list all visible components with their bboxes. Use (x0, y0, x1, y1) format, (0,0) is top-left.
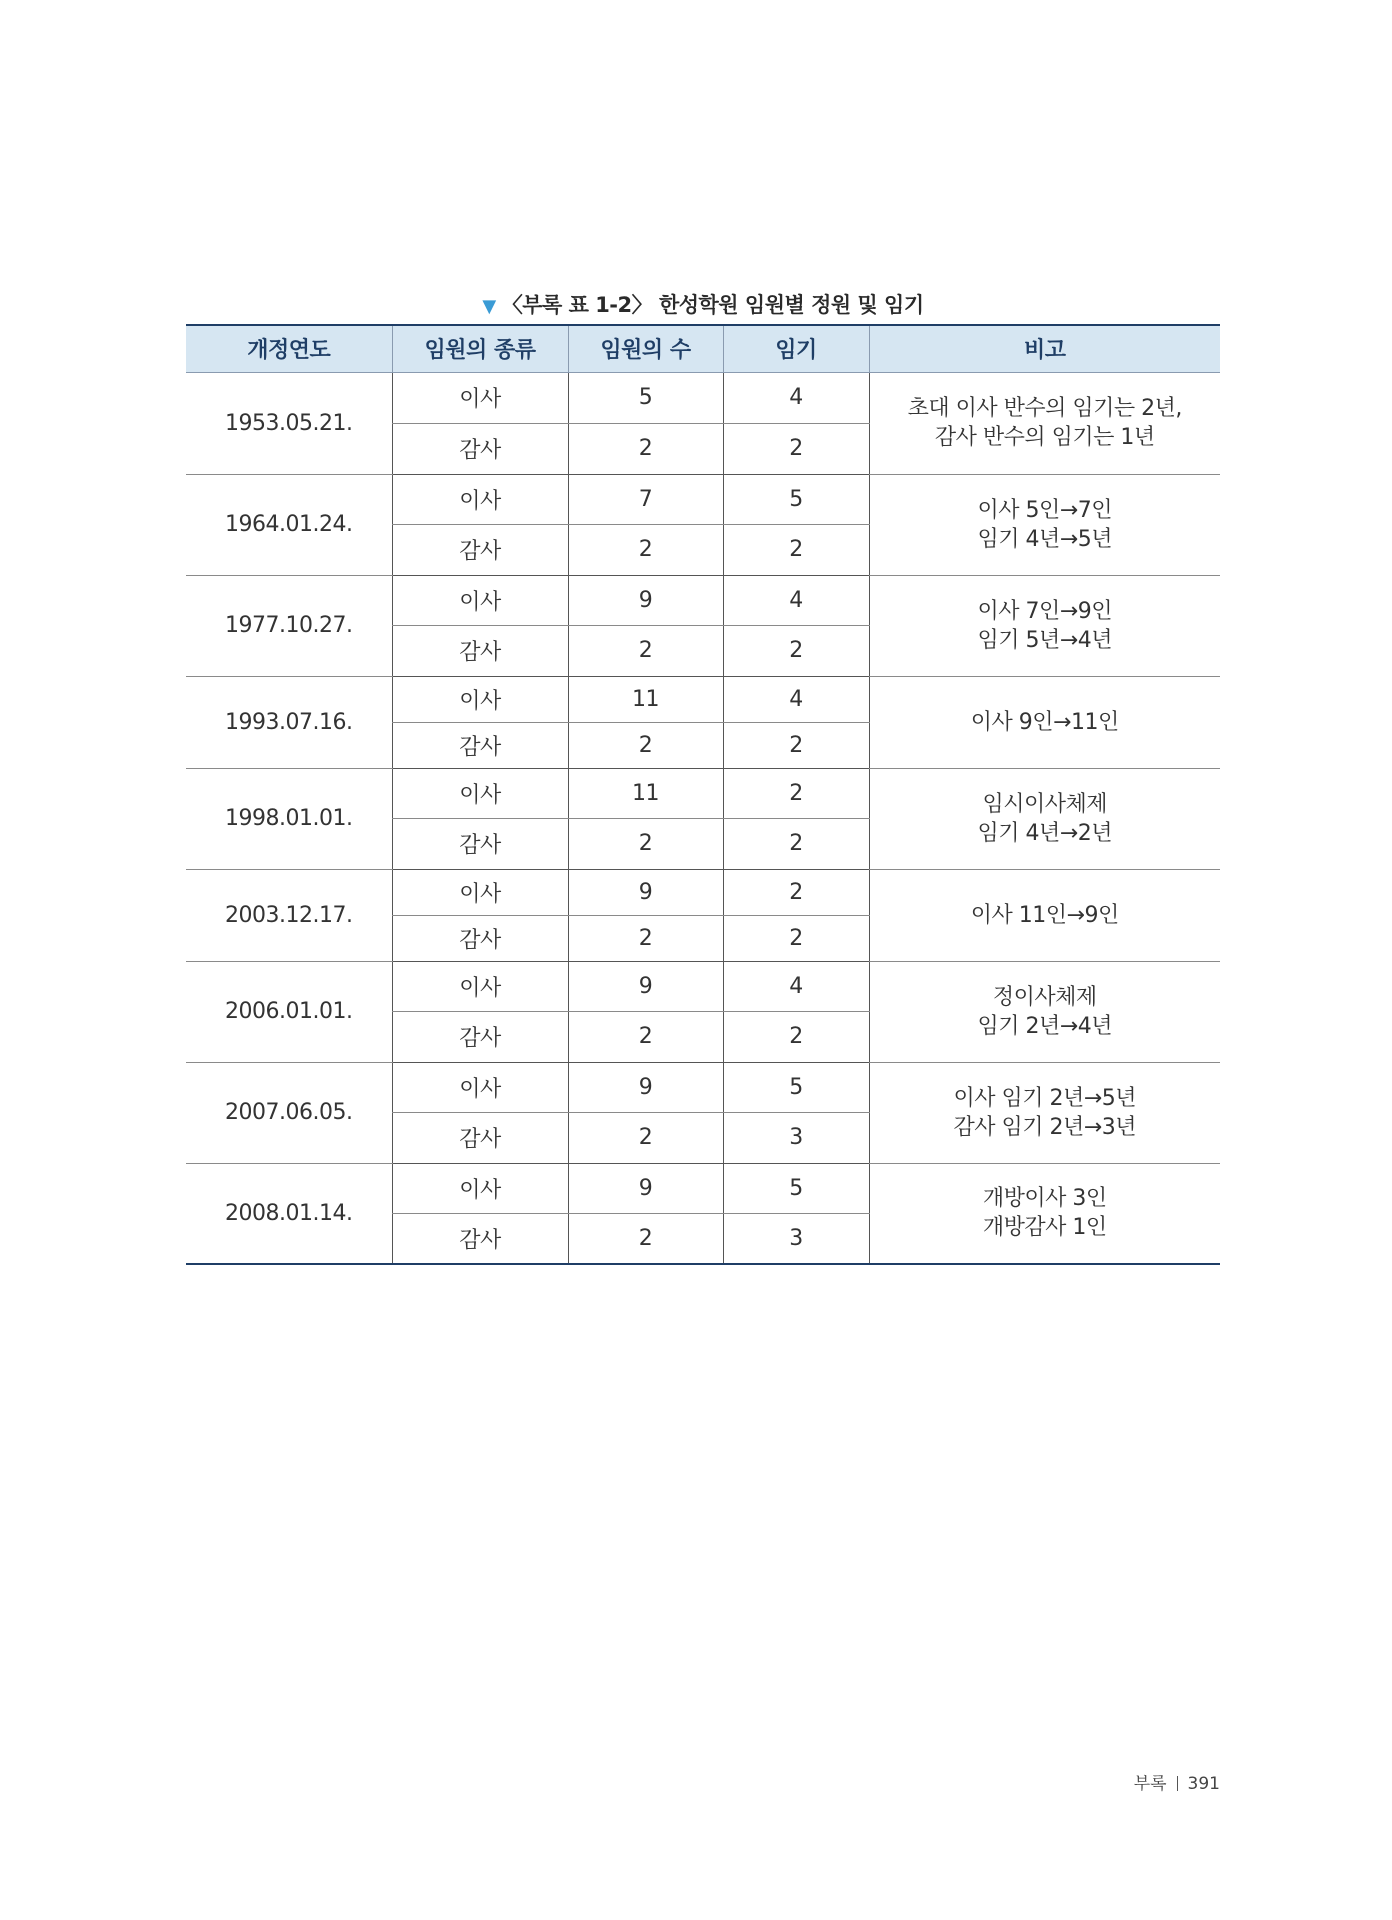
officer-type-cell: 감사 (392, 915, 568, 961)
remarks-line: 감사 임기 2년→3년 (953, 1114, 1136, 1140)
officer-type-cell: 감사 (392, 818, 568, 869)
term-cell: 5 (723, 1062, 869, 1112)
term-cell: 4 (723, 372, 869, 423)
revision-date-cell: 1993.07.16. (186, 676, 392, 768)
footer-section-label: 부록 (1133, 1774, 1167, 1794)
table-row (186, 869, 1220, 915)
officer-type-cell: 감사 (392, 625, 568, 676)
officer-count-cell: 2 (568, 915, 723, 961)
page-footer (1100, 1769, 1220, 1794)
remarks-line: 임기 5년→4년 (977, 627, 1112, 653)
officer-count-cell: 2 (568, 1213, 723, 1264)
officer-count-cell: 2 (568, 1011, 723, 1062)
remarks-line: 임기 4년→5년 (977, 526, 1112, 552)
term-cell: 5 (723, 474, 869, 524)
revision-date-cell: 2003.12.17. (186, 869, 392, 961)
term-cell: 2 (723, 524, 869, 575)
remarks-cell (869, 869, 1220, 961)
term-cell: 3 (723, 1112, 869, 1163)
officer-count-cell: 2 (568, 1112, 723, 1163)
header-officer-type: 임원의 종류 (392, 325, 568, 372)
revision-date-cell: 1953.05.21. (186, 372, 392, 474)
term-cell: 4 (723, 676, 869, 722)
officer-count-cell: 11 (568, 676, 723, 722)
remarks-cell (869, 961, 1220, 1062)
table-row (186, 676, 1220, 722)
revision-date-cell: 2006.01.01. (186, 961, 392, 1062)
term-cell: 2 (723, 869, 869, 915)
table-row (186, 1062, 1220, 1112)
officer-type-cell: 감사 (392, 722, 568, 768)
officer-count-cell: 2 (568, 625, 723, 676)
officer-type-cell: 이사 (392, 1062, 568, 1112)
table-row (186, 474, 1220, 524)
officer-type-cell: 이사 (392, 961, 568, 1011)
remarks-line: 개방이사 3인 (982, 1186, 1107, 1212)
officer-count-cell: 5 (568, 372, 723, 423)
table-caption-text: 〈부록 표 1-2〉 한성학원 임원별 정원 및 임기 (501, 293, 924, 317)
officer-count-cell: 9 (568, 1163, 723, 1213)
table-row (186, 961, 1220, 1011)
officer-type-cell: 이사 (392, 676, 568, 722)
term-cell: 4 (723, 961, 869, 1011)
remarks-cell (869, 676, 1220, 768)
remarks-line: 이사 7인→9인 (977, 598, 1112, 624)
term-cell: 4 (723, 575, 869, 625)
officer-type-cell: 감사 (392, 524, 568, 575)
header-officer-count: 임원의 수 (568, 325, 723, 372)
officer-type-cell: 감사 (392, 1112, 568, 1163)
header-remarks: 비고 (869, 325, 1220, 372)
officer-count-cell: 2 (568, 524, 723, 575)
remarks-line: 임기 2년→4년 (977, 1013, 1112, 1039)
remarks-line: 초대 이사 반수의 임기는 2년, (907, 396, 1182, 421)
remarks-cell (869, 575, 1220, 676)
revision-date-cell: 1998.01.01. (186, 768, 392, 869)
revision-date-cell: 1964.01.24. (186, 474, 392, 575)
term-cell: 2 (723, 768, 869, 818)
revision-date-cell: 1977.10.27. (186, 575, 392, 676)
term-cell: 5 (723, 1163, 869, 1213)
officer-type-cell: 감사 (392, 423, 568, 474)
remarks-line: 이사 임기 2년→5년 (953, 1085, 1136, 1111)
remarks-line: 이사 9인→11인 (970, 709, 1119, 735)
table-row (186, 1163, 1220, 1213)
remarks-line: 정이사체제 (992, 984, 1097, 1010)
table-caption (186, 289, 1220, 319)
officer-count-cell: 2 (568, 722, 723, 768)
officer-count-cell: 11 (568, 768, 723, 818)
officer-type-cell: 이사 (392, 1163, 568, 1213)
term-cell: 2 (723, 423, 869, 474)
header-revision-year: 개정연도 (186, 325, 392, 372)
remarks-line: 임기 4년→2년 (977, 820, 1112, 846)
remarks-cell (869, 1163, 1220, 1264)
officer-type-cell: 감사 (392, 1213, 568, 1264)
term-cell: 2 (723, 915, 869, 961)
page-number: 391 (1187, 1774, 1220, 1794)
officer-type-cell: 이사 (392, 474, 568, 524)
remarks-line: 감사 반수의 임기는 1년 (934, 425, 1155, 450)
revision-date-cell: 2007.06.05. (186, 1062, 392, 1163)
revision-date-cell: 2008.01.14. (186, 1163, 392, 1264)
officer-count-cell: 2 (568, 818, 723, 869)
term-cell: 2 (723, 722, 869, 768)
term-cell: 2 (723, 818, 869, 869)
table-row (186, 372, 1220, 423)
triangle-down-icon: ▼ (482, 296, 496, 317)
officer-type-cell: 감사 (392, 1011, 568, 1062)
remarks-cell (869, 1062, 1220, 1163)
remarks-line: 개방감사 1인 (982, 1215, 1107, 1241)
term-cell: 2 (723, 1011, 869, 1062)
officer-table (186, 324, 1220, 1265)
term-cell: 3 (723, 1213, 869, 1264)
table-row (186, 768, 1220, 818)
header-term: 임기 (723, 325, 869, 372)
officer-type-cell: 이사 (392, 372, 568, 423)
remarks-cell (869, 474, 1220, 575)
officer-type-cell: 이사 (392, 575, 568, 625)
remarks-line: 임시이사체제 (982, 791, 1107, 817)
officer-type-cell: 이사 (392, 869, 568, 915)
footer-divider (1177, 1776, 1178, 1791)
officer-count-cell: 2 (568, 423, 723, 474)
remarks-cell (869, 372, 1220, 474)
officer-count-cell: 9 (568, 869, 723, 915)
table-row (186, 575, 1220, 625)
officer-count-cell: 9 (568, 575, 723, 625)
officer-count-cell: 7 (568, 474, 723, 524)
remarks-line: 이사 5인→7인 (977, 497, 1112, 523)
term-cell: 2 (723, 625, 869, 676)
remarks-cell (869, 768, 1220, 869)
officer-count-cell: 9 (568, 1062, 723, 1112)
officer-type-cell: 이사 (392, 768, 568, 818)
table-header-row (186, 325, 1220, 372)
officer-count-cell: 9 (568, 961, 723, 1011)
remarks-line: 이사 11인→9인 (970, 902, 1119, 928)
